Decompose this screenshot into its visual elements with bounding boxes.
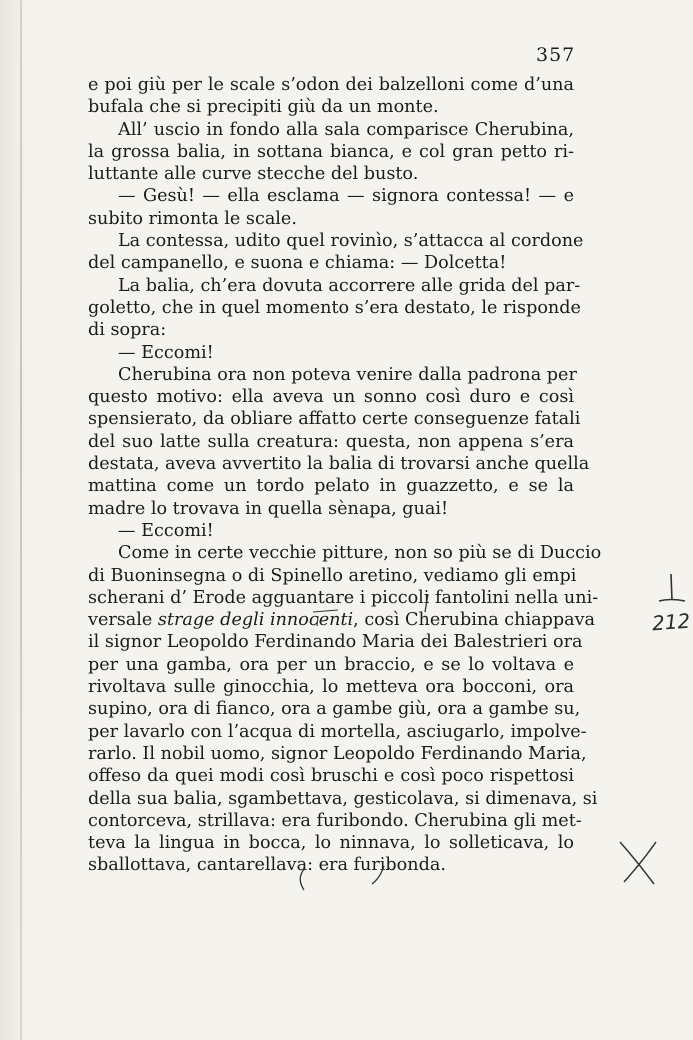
text-line: del campanello, e suona e chiama: — Dolcetta!	[88, 253, 507, 274]
text-line: spensierato, da obliare affatto certe conseguenze fatali	[88, 409, 581, 430]
text-line: madre lo trovava in quella sènapa, guai!	[88, 498, 449, 519]
margin-x-mark	[614, 838, 664, 888]
text-line: — Gesù! — ella esclama — signora contessa! — e	[118, 186, 574, 207]
text-line: luttante alle curve stecche del busto.	[88, 164, 419, 185]
text-line: per lavarlo con l’acqua di mortella, asciugarlo, impolve-	[88, 721, 587, 742]
text-line: per una gamba, ora per un braccio, e se lo voltava e	[88, 654, 574, 675]
italic-title: strage degli innocenti	[157, 610, 354, 631]
text-line: di sopra:	[88, 320, 167, 341]
text-line: — Eccomi!	[118, 342, 214, 363]
text-line: bufala che si precipiti giù da un monte.	[88, 97, 439, 118]
text-line: mattina come un tordo pelato in guazzetto, e se la	[88, 476, 574, 497]
text-line: goletto, che in quel momento s’era destato, le risponde	[88, 297, 581, 318]
margin-page-annotation: 212	[651, 608, 691, 636]
page-number: 357	[536, 44, 576, 66]
text-line: questo motivo: ella aveva un sonno così duro e così	[88, 387, 574, 408]
text-line: scherani d’ Erode agguantare i piccoli fantolini nella uni-	[88, 587, 599, 608]
text-line: rarlo. Il nobil uomo, signor Leopoldo Ferdinando Maria,	[88, 743, 587, 764]
text-line: della sua balia, sgambettava, gesticolava, si dimenava, si	[88, 788, 598, 809]
text-line: teva la lingua in bocca, lo ninnava, lo solleticava, lo	[88, 833, 574, 854]
text-line: rivoltava sulle ginocchia, lo metteva ora bocconi, ora	[88, 677, 574, 698]
text-line: La contessa, udito quel rovinìo, s’attacca al cordone	[118, 231, 584, 252]
text-run: versale	[88, 610, 158, 631]
text-line: subito rimonta le scale.	[88, 208, 297, 229]
text-line: di Buoninsegna o di Spinello aretino, vediamo gli empi	[88, 565, 577, 586]
text-line: Cherubina ora non poteva venire dalla padrona per	[118, 364, 577, 385]
text-line: supino, ora di fianco, ora a gambe giù, ora a gambe su,	[88, 699, 581, 720]
text-line: destata, aveva avvertito la balia di trovarsi anche quella	[88, 454, 590, 475]
body-text	[88, 74, 602, 877]
text-line: La balia, ch’era dovuta accorrere alle grida del par-	[118, 275, 581, 296]
text-line: il signor Leopoldo Ferdinando Maria dei Balestrieri ora	[88, 632, 583, 653]
text-line-mixed	[88, 609, 596, 631]
text-line: sballottava, cantarellava: era furibonda.	[88, 855, 446, 876]
page-binding-edge	[20, 0, 22, 1040]
text-line: e poi giù per le scale s’odon dei balzelloni come d’una	[88, 75, 574, 95]
text-line: offeso da quei modi così bruschi e così poco rispettosi	[88, 766, 574, 787]
text-line: Come in certe vecchie pitture, non so più se di Duccio	[118, 543, 602, 564]
text-run: , così Cherubina chiappava	[353, 610, 596, 631]
text-line: la grossa balia, in sottana bianca, e col gran petto ri-	[88, 141, 574, 162]
text-line: contorceva, strillava: era furibondo. Cherubina gli met-	[88, 810, 582, 831]
text-line: del suo latte sulla creatura: questa, non appena s’era	[88, 431, 574, 452]
margin-pencil-mark	[651, 572, 691, 612]
text-line: — Eccomi!	[118, 520, 214, 541]
text-line: All’ uscio in fondo alla sala comparisce Cherubina,	[118, 119, 574, 140]
